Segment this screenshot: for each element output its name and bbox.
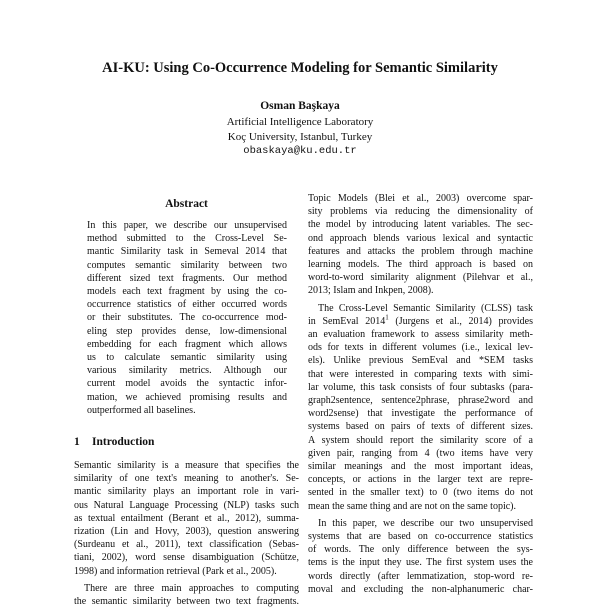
text-line: A system should report the similarity score of a: [308, 434, 533, 446]
text-line: similarity of one text's meaning to another's. Se-: [74, 473, 299, 485]
introduction-body: [74, 459, 299, 608]
text-line: mation, we achieved promising results and: [87, 391, 287, 403]
text-line: models each text fragment by using the co-: [87, 286, 287, 298]
author-block: [0, 98, 600, 159]
author-email[interactable]: obaskaya@ku.edu.tr: [243, 145, 357, 157]
text-line: There are three main approaches to computing: [84, 582, 299, 594]
text-line: mantic similarity plays an important role in vari-: [74, 486, 299, 498]
text-line: In this paper, we describe our two unsupervised: [318, 517, 533, 529]
section-number: 1: [74, 436, 80, 448]
text-line: or their substitutes. The co-occurrence mod-: [87, 312, 287, 324]
text-line: ous Natural Language Processing (NLP) tasks such: [74, 499, 299, 511]
text-line: concepts, or actions in the larger text are repre-: [308, 474, 533, 486]
text-line: us to calculate semantic similarity using: [87, 352, 287, 364]
text-line: Topic Models (Blei et al., 2003) overcome spar-: [308, 193, 533, 204]
paper-title: AI-KU: Using Co-Occurrence Modeling for Semantic Similarity: [102, 60, 498, 76]
text-line: as textual entailment (Berant et al., 2012), summa-: [74, 512, 299, 524]
text-line: eling step provides dense, low-dimensional: [87, 325, 287, 337]
text-line: In this paper, we describe our unsupervised: [87, 220, 287, 231]
text-line: sity problems via reducing the dimensionality of: [308, 206, 533, 218]
text-line: features and attacks the problem through machine: [308, 245, 533, 257]
right-column-body: [308, 192, 533, 596]
affiliation-line: Artificial Intelligence Laboratory: [226, 116, 374, 128]
text-line: tiani, 2002), word sense disambiguation (Schütze,: [74, 552, 299, 564]
text-line: various similarity metrics. Although our: [87, 365, 287, 377]
text-line: an evaluation framework to assess similarity meth-: [308, 329, 533, 341]
text-line: mantic Similarity task in Semeval 2014 that: [87, 246, 287, 258]
text-line: graph2sentence, sentence2phrase, phrase2word and: [308, 395, 533, 407]
text-line: word2sense) that investigate the performance of: [308, 408, 533, 420]
text-line: systems based on pairs of texts of different sizes.: [308, 421, 533, 433]
text-fragment: (Jurgens et al., 2014) provides: [388, 315, 533, 327]
text-line: [308, 315, 533, 328]
author-name: Osman Başkaya: [260, 100, 340, 112]
section-title: Introduction: [92, 436, 155, 448]
text-line: mean the same thing and are not on the same topic).: [308, 500, 516, 512]
text-line: els). Unlike previous SemEval and *SEM tasks: [308, 355, 533, 367]
text-line: the model by introducing latent variables. The sec-: [308, 219, 533, 231]
text-fragment: in SemEval 2014: [308, 315, 386, 327]
text-line: ods for texts in different volumes (i.e., lexical lev-: [308, 342, 533, 354]
text-line: tems is the input they use. The first system uses the: [308, 557, 533, 569]
text-line: given pair, ranging from 4 (two items have very: [308, 447, 533, 459]
text-line: the semantic similarity between two text fragments.: [74, 596, 299, 608]
text-line: moval and excluding the non-alphanumeric char-: [308, 583, 533, 595]
text-line: lar volume, this task consists of four subtasks (para-: [308, 381, 533, 393]
text-line: systems that are based on co-occurrence statistics: [308, 531, 533, 543]
text-line: computes semantic similarity between two: [87, 259, 287, 271]
text-line: 1998) and information retrieval (Park et al., 2005).: [74, 565, 277, 577]
affiliation-line: Koç University, Istanbul, Turkey: [227, 130, 373, 143]
text-line: current model avoids the syntactic infor-: [87, 378, 287, 390]
text-line: (Surdeanu et al., 2011), text classification (Sebas-: [74, 539, 299, 551]
section-heading-introduction: [74, 436, 299, 448]
text-line: Semantic similarity is a measure that specifies the: [74, 460, 299, 471]
text-line: word-to-word similarity alignment (Pilehvar et al.,: [308, 272, 533, 284]
text-line: 2013; Islam and Inkpen, 2008).: [308, 285, 434, 297]
text-line: ond approach blends various lexical and syntactic: [308, 232, 533, 244]
text-line: occurrence statistics of either occurred words: [87, 299, 287, 311]
text-line: words directly (after lemmatization, stop-word re-: [308, 570, 533, 582]
text-line: method submitted to the Cross-Level Se-: [87, 233, 287, 245]
text-line: learning models. The third approach is based on: [308, 259, 533, 271]
text-line: rization (Lin and Hovy, 2003), question answering: [74, 526, 299, 538]
text-line: of words. The only difference between the sys-: [308, 544, 533, 556]
text-line: outperformed all baselines.: [87, 404, 196, 416]
text-line: similar meanings and the most important ideas,: [308, 461, 533, 473]
abstract-heading: Abstract: [165, 198, 208, 210]
abstract-body: [87, 219, 287, 417]
text-line: different sized text fragments. Our method: [87, 272, 287, 284]
text-line: that were interested in comparing texts with simi-: [308, 368, 533, 380]
text-line: The Cross-Level Semantic Similarity (CLSS) task: [318, 302, 533, 314]
footnote-mark[interactable]: 1: [385, 313, 389, 322]
text-line: embedding for each fragment which allows: [87, 338, 287, 350]
text-line: sented in the smaller text) to 0 (two items do not: [308, 487, 533, 499]
